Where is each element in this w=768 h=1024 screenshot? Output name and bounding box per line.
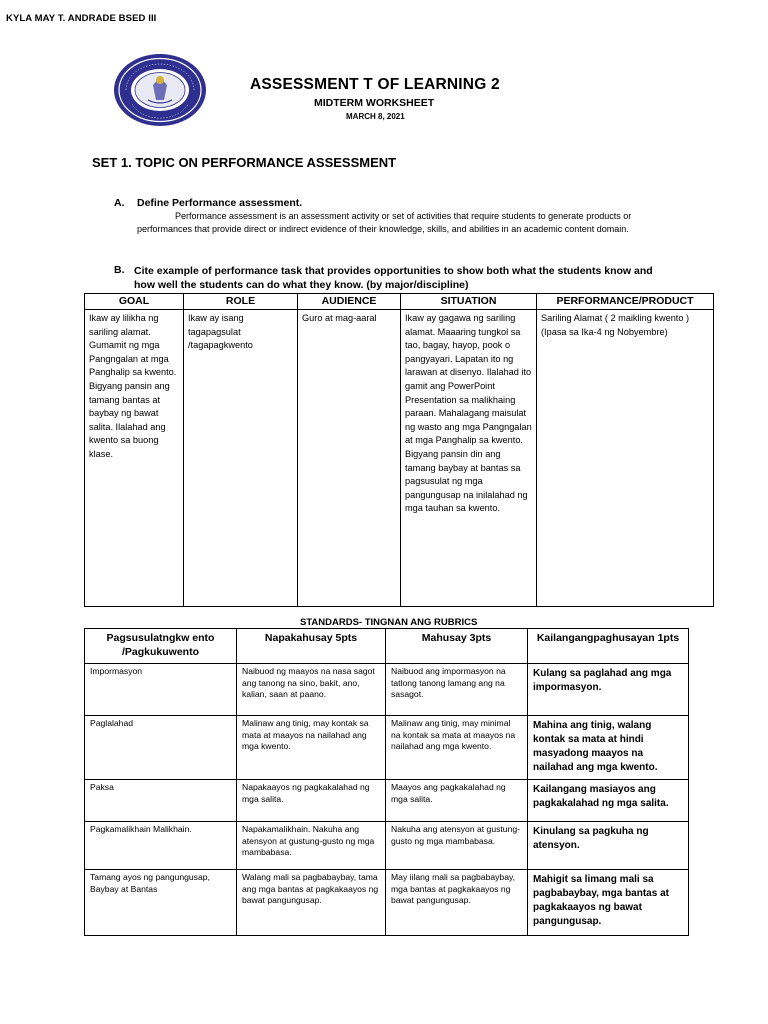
rubric-header-row — [85, 629, 689, 664]
header-goal: GOAL — [85, 294, 184, 310]
question-a-label: A. — [114, 197, 125, 209]
table-row — [85, 716, 689, 780]
score-1-cell: Kinulang sa pagkuha ng atensyon. — [528, 822, 689, 870]
rubric-header-3pts: Mahusay 3pts — [386, 629, 528, 664]
score-3-cell: May iilang mali sa pagbabaybay, mga bantas at pagkakaayos ng bawat pangungusap. — [386, 870, 528, 936]
table-row — [85, 780, 689, 822]
criteria-cell: Impormasyon — [85, 664, 237, 716]
rubric-header-criteria: Pagsusulatngkw ento /Pagkukuwento — [85, 629, 237, 664]
situation-cell: Ikaw ay gagawa ng sariling alamat. Maaaring tungkol sa tao, bagay, hayop, pook o pangyayari. Lapatan ito ng larawan at disenyo. Ilalahad ito gamit ang PowerPoint Presentation sa malikhaing paraan. Mahalagang maisulat ng wasto ang mga Pangngalan at mga Panghalip sa kwento. Bigyang pansin din ang tamang baybay at bantas sa pagsusulat ng mga pangungusap na inilalahad ng mga tauhan sa kwento. — [401, 310, 537, 607]
section-heading: SET 1. TOPIC ON PERFORMANCE ASSESSMENT — [92, 155, 397, 170]
criteria-cell: Pagkamalikhain Malikhain. — [85, 822, 237, 870]
score-3-cell: Nakuha ang atensyon at gustung-gusto ng mga mambabasa. — [386, 822, 528, 870]
header-performance-product: PERFORMANCE/PRODUCT — [537, 294, 714, 310]
header-role: ROLE — [184, 294, 298, 310]
question-a-text: Define Performance assessment. — [137, 197, 303, 209]
rubric-header-1pts: Kailangangpaghusayan 1pts — [528, 629, 689, 664]
question-b-label: B. — [114, 264, 125, 276]
rubric-header-5pts: Napakahusay 5pts — [237, 629, 386, 664]
table-row — [85, 310, 714, 607]
score-3-cell: Malinaw ang tinig, may minimal na kontak sa mata at maayos na nailahad ang mga kwento. — [386, 716, 528, 780]
school-seal-logo — [112, 52, 208, 128]
header-situation: SITUATION — [401, 294, 537, 310]
score-5-cell: Napakaayos ng pagkakalahad ng mga salita. — [237, 780, 386, 822]
goal-cell: Ikaw ay lilikha ng sariling alamat. Gumamit ng mga Pangngalan at mga Panghalip sa kwento. Bigyang pansin ang tamang bantas at baybay ng bawat salita. Ilalahad ang kwento sa buong klase. — [85, 310, 184, 607]
audience-cell: Guro at mag-aaral — [298, 310, 401, 607]
score-3-cell: Naibuod ang impormasyon na tatlong tanong lamang ang na sasagot. — [386, 664, 528, 716]
document-subtitle: MIDTERM WORKSHEET — [314, 97, 435, 109]
question-b-text: Cite example of performance task that provides opportunities to show both what the students know and how well the students can do what they know. (by major/discipline) — [134, 265, 653, 291]
table-row — [85, 822, 689, 870]
criteria-cell: Paksa — [85, 780, 237, 822]
score-5-cell: Malinaw ang tinig, may kontak sa mata at maayos na nailahad ang mga kwento. — [237, 716, 386, 780]
table-header-row — [85, 294, 714, 310]
table-row — [85, 664, 689, 716]
score-5-cell: Napakamalikhain. Nakuha ang atensyon at gustung-gusto ng mga mambabasa. — [237, 822, 386, 870]
table-row — [85, 870, 689, 936]
score-5-cell: Walang mali sa pagbabaybay, tama ang mga bantas at pagkakaayos ng bawat pangungusap. — [237, 870, 386, 936]
score-1-cell: Kulang sa paglahad ang mga impormasyon. — [528, 664, 689, 716]
criteria-cell: Paglalahad — [85, 716, 237, 780]
role-cell: Ikaw ay isang tagapagsulat /tagapagkwento — [184, 310, 298, 607]
score-1-cell: Kailangang masiayos ang pagkakalahad ng mga salita. — [528, 780, 689, 822]
score-5-cell: Naibuod ng maayos na nasa sagot ang tanong na sino, bakit, ano, kalian, saan at paano. — [237, 664, 386, 716]
document-title: ASSESSMENT T OF LEARNING 2 — [250, 76, 500, 93]
rubric-table — [84, 628, 689, 936]
question-a-answer: Performance assessment is an assessment activity or set of activities that require students to generate products or performances that provide direct or indirect evidence of their knowledge, skills, and abilities in an academic content domain. — [137, 211, 632, 234]
header-audience: AUDIENCE — [298, 294, 401, 310]
author-line: KYLA MAY T. ANDRADE BSED III — [6, 13, 157, 24]
performance-product-cell: Sariling Alamat ( 2 maikling kwento ) (Ipasa sa Ika-4 ng Nobyembre) — [537, 310, 714, 607]
standards-caption: STANDARDS- TINGNAN ANG RUBRICS — [300, 617, 478, 628]
score-3-cell: Maayos ang pagkakalahad ng mga salita. — [386, 780, 528, 822]
score-1-cell: Mahina ang tinig, walang kontak sa mata at hindi masyadong maayos na nailahad ang mga kwento. — [528, 716, 689, 780]
grasps-table — [84, 293, 714, 607]
score-1-cell: Mahigit sa limang mali sa pagbabaybay, mga bantas at pagkakaayos ng bawat pangungusap. — [528, 870, 689, 936]
criteria-cell: Tamang ayos ng pangungusap, Baybay at Bantas — [85, 870, 237, 936]
document-date: MARCH 8, 2021 — [346, 112, 405, 121]
